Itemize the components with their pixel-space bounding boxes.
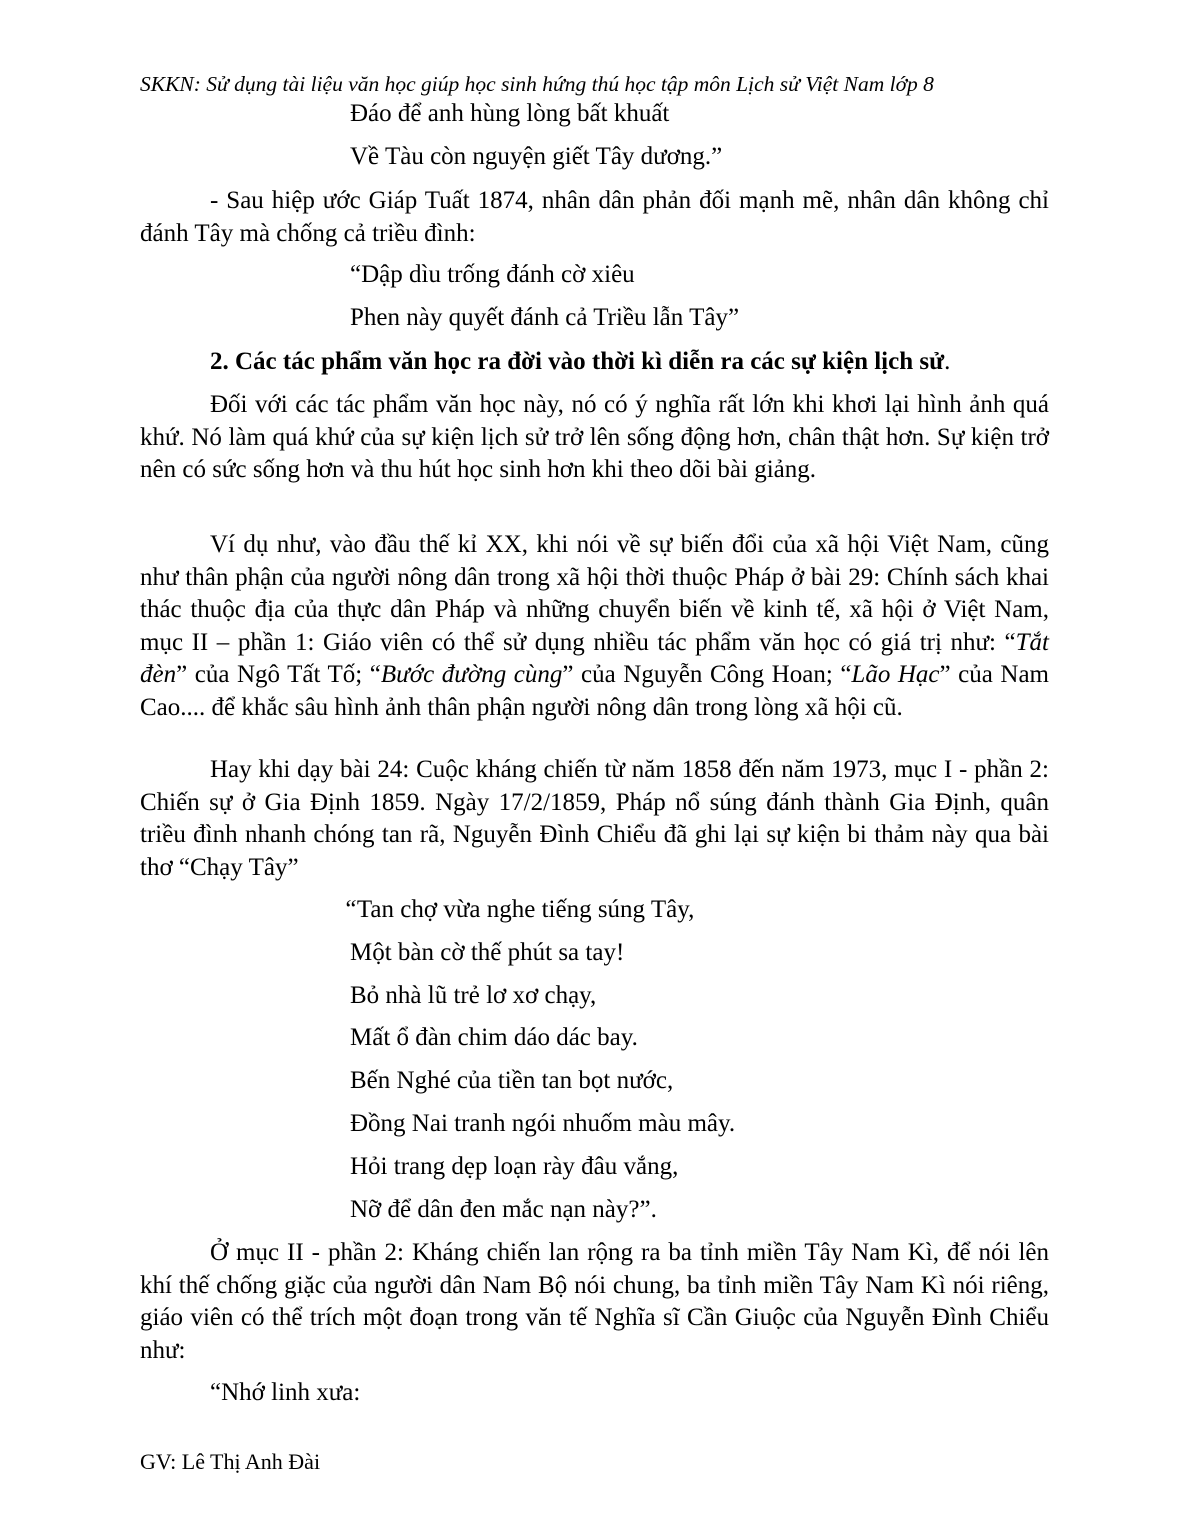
paragraph-muc-2: Ở mục II - phần 2: Kháng chiến lan rộng ra ba tỉnh miền Tây Nam Kì, để nói lên khí thế chống giặc của người dân Nam Bộ nói chung, ba tỉnh miền Tây Nam Kì nói riêng, giáo viên có thể trích một đoạn trong văn tế Nghĩa sĩ Cần Giuộc của Nguyễn Đình Chiểu như: (140, 1239, 1049, 1364)
ode-opening-line: “Nhớ linh xưa: (210, 1379, 361, 1406)
poem-line (343, 894, 694, 926)
page-header: SKKN: Sử dụng tài liệu văn học giúp học sinh hứng thú học tập môn Lịch sử Việt Nam lớp 8 (140, 72, 934, 96)
work-title-lao-hac: Lão Hạc (851, 661, 940, 688)
poem-line: Một bàn cờ thế phút sa tay! (350, 939, 625, 966)
poem-open-quote: “ (343, 896, 357, 923)
poem-line: Nỡ để dân đen mắc nạn này?”. (350, 1196, 657, 1223)
example-text-4: ” của Nam Cao.... để khắc sâu hình ảnh thân phận người nông dân trong lòng xã hội cũ. (140, 661, 1049, 721)
poem-line: Hỏi trang dẹp loạn rày đâu vắng, (350, 1153, 679, 1180)
work-title-buoc-duong-cung: Bước đường cùng (380, 661, 563, 688)
example-text-3: ” của Nguyễn Công Hoan; “ (562, 661, 852, 688)
paragraph-lesson-24: Hay khi dạy bài 24: Cuộc kháng chiến từ năm 1858 đến năm 1973, mục I - phần 2: Chiến sự ở Gia Định 1859. Ngày 17/2/1859, Pháp nổ súng đánh thành Gia Định, quân triều đình nhanh chóng tan rã, Nguyễn Đình Chiểu đã ghi lại sự kiện bi thảm này qua bài thơ “Chạy Tây” (140, 756, 1049, 881)
example-text-1: Ví dụ như, vào đầu thế kỉ XX, khi nói về sự biến đổi của xã hội Việt Nam, cũng như thân phận của người nông dân trong xã hội thời thuộc Pháp ở bài 29: Chính sách khai thác thuộc địa của thực dân Pháp và những chuyển biến về kinh tế, xã hội ở Việt Nam, mục II – phần 1: Giáo viên có thể sử dụng nhiều tác phẩm văn học có giá trị như: “ (140, 531, 1049, 656)
poem-line: Đáo để anh hùng lòng bất khuất (350, 100, 670, 127)
paragraph-giap-tuat: - Sau hiệp ước Giáp Tuất 1874, nhân dân phản đối mạnh mẽ, nhân dân không chỉ đánh Tây mà chống cả triều đình: (140, 187, 1049, 247)
poem-line: Phen này quyết đánh cả Triều lẫn Tây” (350, 304, 740, 331)
work-title-tat-den: Tắt đèn (140, 628, 1049, 688)
paragraph-intro: Đối với các tác phẩm văn học này, nó có ý nghĩa rất lớn khi khơi lại hình ảnh quá khứ. Nó làm quá khứ của sự kiện lịch sử trở lên sống động hơn, chân thật hơn. Sự kiện trở nên có sức sống hơn và thu hút học sinh hơn khi theo dõi bài giảng. (140, 391, 1049, 483)
poem-line-text: Tan chợ vừa nghe tiếng súng Tây, (356, 896, 695, 923)
poem-line: Đồng Nai tranh ngói nhuốm màu mây. (350, 1110, 736, 1137)
section-heading-text: 2. Các tác phẩm văn học ra đời vào thời kì diễn ra các sự kiện lịch sử (210, 348, 945, 375)
paragraph-example (140, 529, 1049, 724)
page-footer-author: GV: Lê Thị Anh Đài (140, 1449, 321, 1474)
poem-line: Mất ổ đàn chim dáo dác bay. (350, 1024, 638, 1051)
example-text-2: ” của Ngô Tất Tố; “ (176, 661, 381, 688)
section-heading-period: . (944, 348, 951, 375)
poem-line: “Dập dìu trống đánh cờ xiêu (350, 261, 635, 288)
poem-line: Về Tàu còn nguyện giết Tây dương.” (350, 143, 723, 170)
section-heading (210, 346, 950, 378)
poem-line: Bến Nghé của tiền tan bọt nước, (350, 1067, 674, 1094)
poem-line: Bỏ nhà lũ trẻ lơ xơ chạy, (350, 982, 597, 1009)
